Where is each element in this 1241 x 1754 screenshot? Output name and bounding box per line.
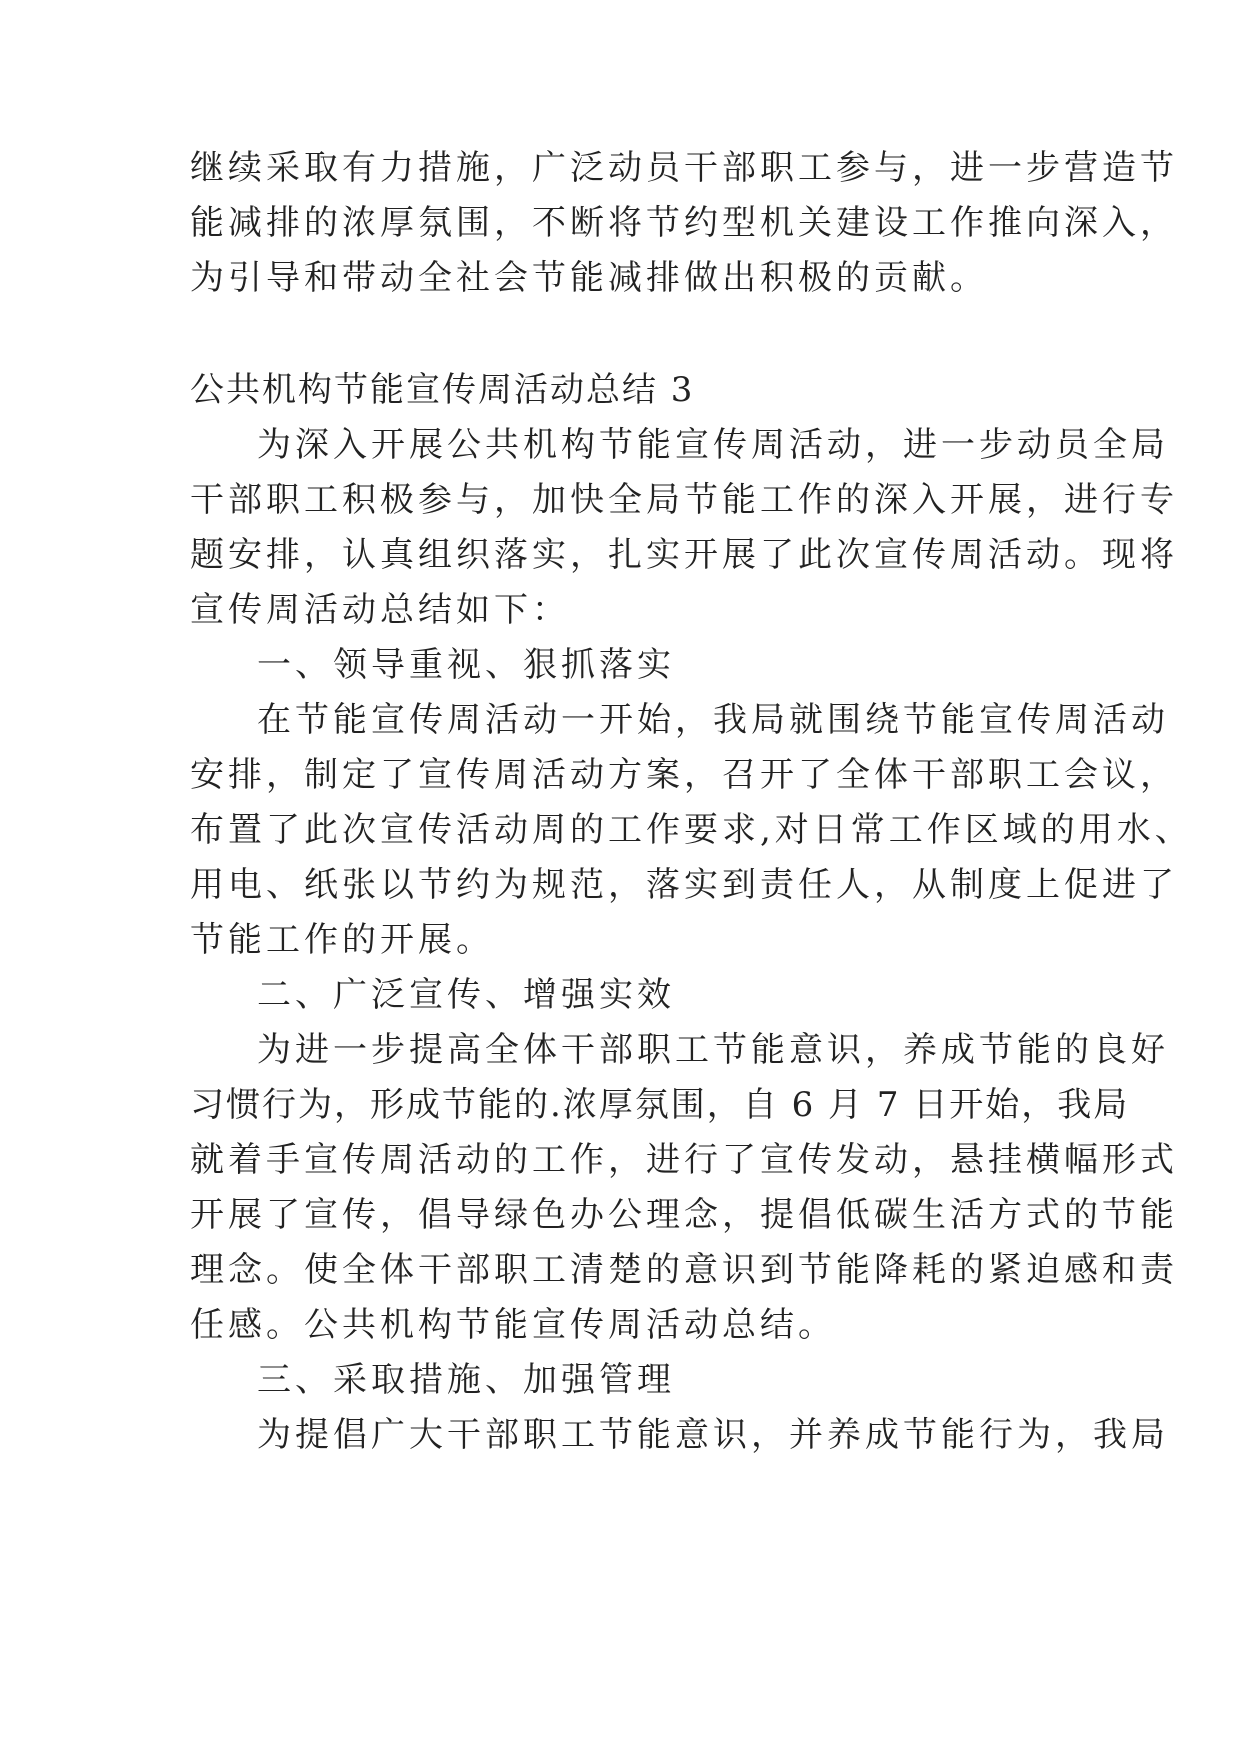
para-1-line-1: 在节能宣传周活动一开始，我局就围绕节能宣传周活动 [257, 700, 1169, 740]
intro-line-4: 宣传周活动总结如下： [190, 590, 570, 630]
heading-3: 三、采取措施、加强管理 [257, 1360, 675, 1400]
para-2-line-5: 理念。使全体干部职工清楚的意识到节能降耗的紧迫感和责 [190, 1250, 1178, 1290]
para-1-line-2: 安排，制定了宣传周活动方案，召开了全体干部职工会议， [190, 755, 1178, 795]
para-2-line-4: 开展了宣传，倡导绿色办公理念，提倡低碳生活方式的节能 [190, 1195, 1178, 1235]
para-2-line-2: 习惯行为，形成节能的.浓厚氛围，自 6 月 7 日开始，我局 [190, 1085, 1130, 1125]
continuation-line-2: 能减排的浓厚氛围，不断将节约型机关建设工作推向深入， [190, 203, 1178, 243]
para-2-line-6: 任感。公共机构节能宣传周活动总结。 [190, 1305, 836, 1345]
heading-2: 二、广泛宣传、增强实效 [257, 975, 675, 1015]
para-3-line-1: 为提倡广大干部职工节能意识，并养成节能行为，我局 [257, 1415, 1169, 1455]
para-2-line-1: 为进一步提高全体干部职工节能意识，养成节能的良好 [257, 1030, 1169, 1070]
intro-line-2: 干部职工积极参与，加快全局节能工作的深入开展，进行专 [190, 480, 1178, 520]
section-title: 公共机构节能宣传周活动总结 3 [190, 370, 695, 410]
para-1-line-4: 用电、纸张以节约为规范，落实到责任人，从制度上促进了 [190, 865, 1178, 905]
continuation-line-1: 继续采取有力措施，广泛动员干部职工参与，进一步营造节 [190, 148, 1178, 188]
para-1-line-3: 布置了此次宣传活动周的工作要求,对日常工作区域的用水、 [190, 810, 1193, 850]
para-2-line-3: 就着手宣传周活动的工作，进行了宣传发动，悬挂横幅形式 [190, 1140, 1178, 1180]
heading-1: 一、领导重视、狠抓落实 [257, 645, 675, 685]
continuation-line-3: 为引导和带动全社会节能减排做出积极的贡献。 [190, 258, 988, 298]
para-1-line-5: 节能工作的开展。 [190, 920, 494, 960]
intro-line-1: 为深入开展公共机构节能宣传周活动，进一步动员全局 [257, 425, 1169, 465]
intro-line-3: 题安排，认真组织落实，扎实开展了此次宣传周活动。现将 [190, 535, 1178, 575]
